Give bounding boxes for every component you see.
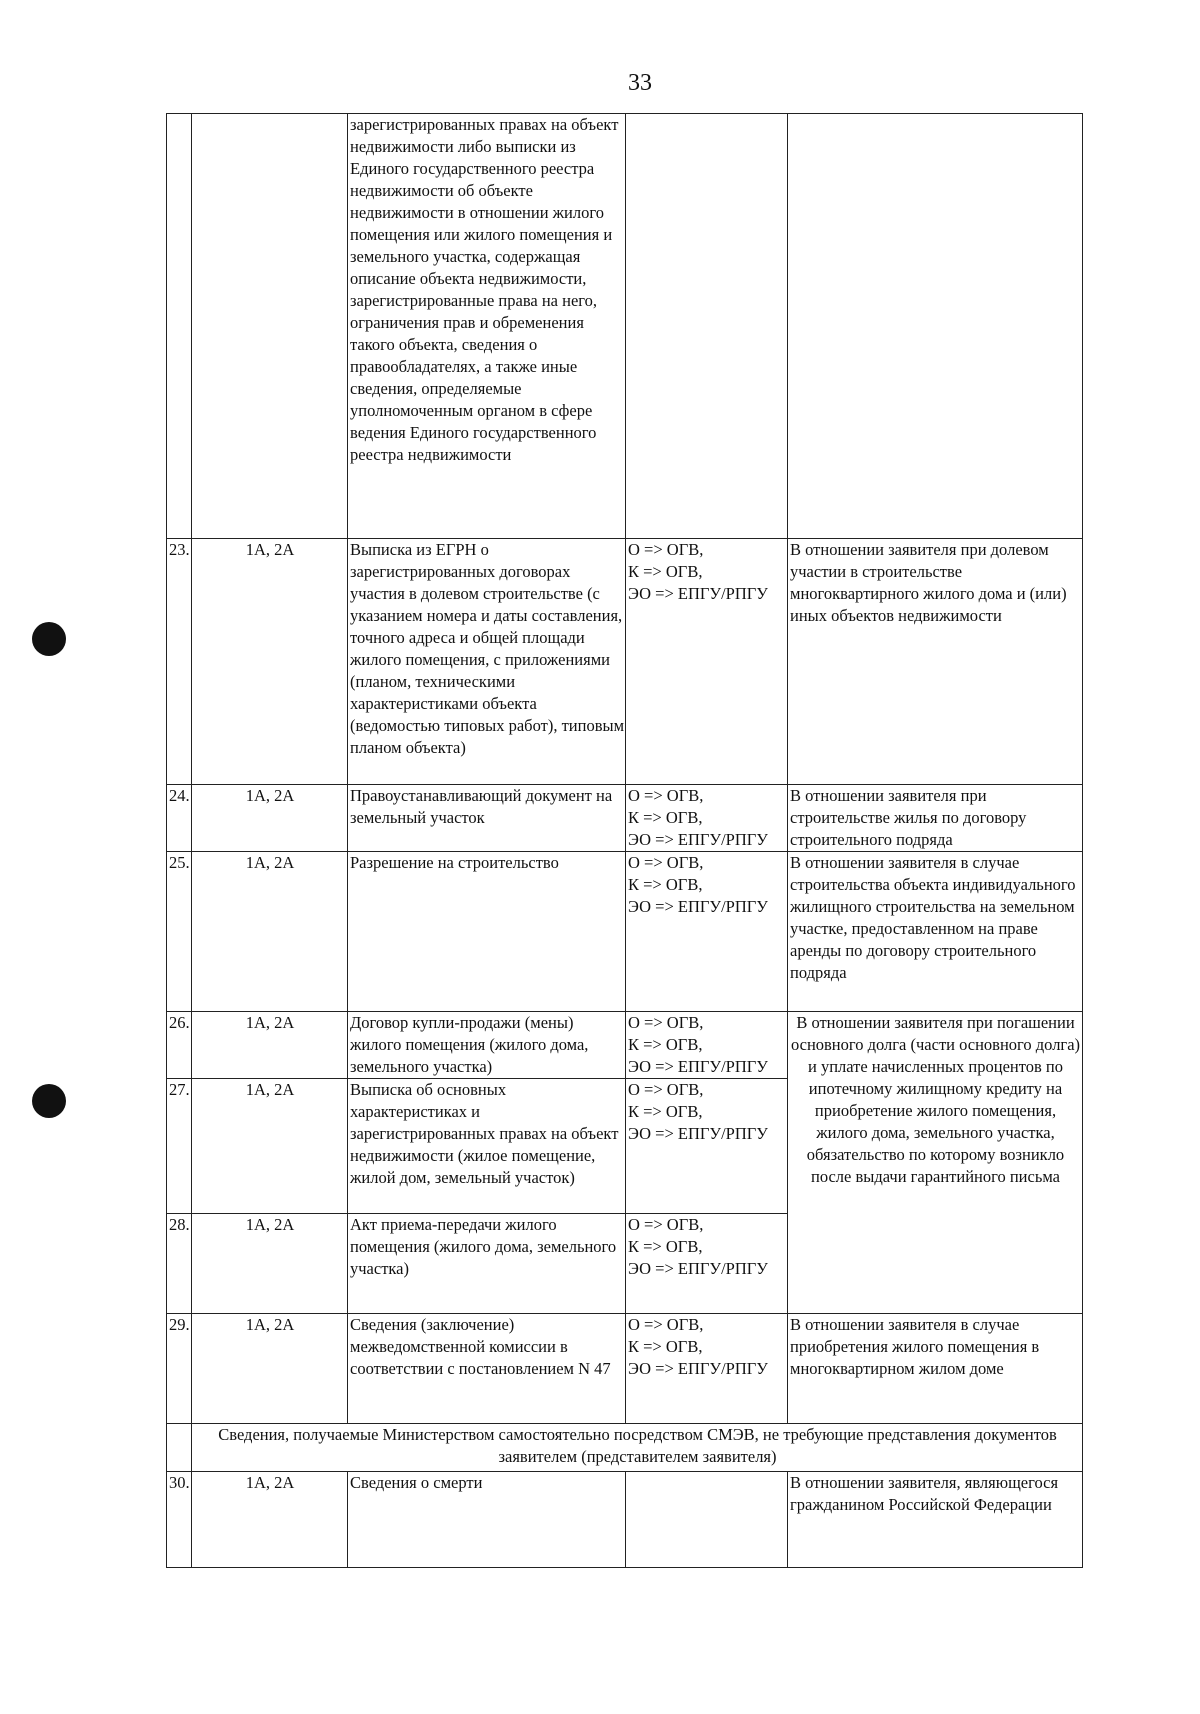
section-header-row — [167, 1424, 1083, 1472]
document-cell: Акт приема-передачи жилого помещения (жилого дома, земельного участка) — [348, 1214, 626, 1314]
source-line: К => ОГВ, — [628, 1237, 703, 1256]
source-line: ЭО => ЕПГУ/РПГУ — [628, 1259, 768, 1278]
table-row — [167, 1472, 1083, 1568]
condition-cell: В отношении заявителя в случае приобретения жилого помещения в многоквартирном жилом доме — [788, 1314, 1083, 1424]
source-cell — [626, 1079, 788, 1214]
source-cell — [626, 1012, 788, 1079]
source-line: О => ОГВ, — [628, 786, 704, 805]
category-cell: 1А, 2А — [192, 1472, 348, 1568]
table-row — [167, 785, 1083, 852]
category-cell: 1А, 2А — [192, 852, 348, 1012]
table-row — [167, 1012, 1083, 1079]
table-row — [167, 539, 1083, 785]
source-line: К => ОГВ, — [628, 1035, 703, 1054]
category-cell: 1А, 2А — [192, 1012, 348, 1079]
category-cell: 1А, 2А — [192, 1314, 348, 1424]
condition-cell: В отношении заявителя в случае строительства объекта индивидуального жилищного строительства на земельном участке, предоставленном на праве аренды по договору строительного подряда — [788, 852, 1083, 1012]
document-cell: Выписка из ЕГРН о зарегистрированных договорах участия в долевом строительстве (с указанием номера и даты составления, точного адреса и общей площади жилого помещения, с приложениями (планом, техническими характеристиками объекта (ведомостью типовых работ), типовым планом объекта) — [348, 539, 626, 785]
condition-cell — [788, 114, 1083, 539]
row-number-cell — [167, 114, 192, 539]
source-cell — [626, 785, 788, 852]
source-line: ЭО => ЕПГУ/РПГУ — [628, 584, 768, 603]
category-cell: 1А, 2А — [192, 1079, 348, 1214]
condition-cell: В отношении заявителя, являющегося гражданином Российской Федерации — [788, 1472, 1083, 1568]
category-cell: 1А, 2А — [192, 539, 348, 785]
source-line: К => ОГВ, — [628, 808, 703, 827]
table-row — [167, 852, 1083, 1012]
source-line: О => ОГВ, — [628, 853, 704, 872]
row-number-cell: 25. — [167, 852, 192, 1012]
source-line: К => ОГВ, — [628, 1102, 703, 1121]
category-cell: 1А, 2А — [192, 785, 348, 852]
source-line: К => ОГВ, — [628, 875, 703, 894]
document-cell: Сведения (заключение) межведомственной комиссии в соответствии с постановлением N 47 — [348, 1314, 626, 1424]
document-cell: Сведения о смерти — [348, 1472, 626, 1568]
source-line: К => ОГВ, — [628, 1337, 703, 1356]
source-cell — [626, 539, 788, 785]
row-number-cell: 30. — [167, 1472, 192, 1568]
source-line: О => ОГВ, — [628, 1080, 704, 1099]
category-cell: 1А, 2А — [192, 1214, 348, 1314]
condition-cell: В отношении заявителя при долевом участии в строительстве многоквартирного жилого дома и (или) иных объектов недвижимости — [788, 539, 1083, 785]
row-number-cell: 23. — [167, 539, 192, 785]
source-cell — [626, 1472, 788, 1568]
document-cell: Правоустанавливающий документ на земельный участок — [348, 785, 626, 852]
row-number-cell: 29. — [167, 1314, 192, 1424]
source-line: О => ОГВ, — [628, 1215, 704, 1234]
source-cell — [626, 114, 788, 539]
category-cell — [192, 114, 348, 539]
punch-hole — [32, 622, 66, 656]
source-line: К => ОГВ, — [628, 562, 703, 581]
source-cell — [626, 1314, 788, 1424]
row-number-cell: 28. — [167, 1214, 192, 1314]
source-cell — [626, 852, 788, 1012]
source-line: О => ОГВ, — [628, 1013, 704, 1032]
source-line: О => ОГВ, — [628, 1315, 704, 1334]
document-cell: зарегистрированных правах на объект недвижимости либо выписки из Единого государственного реестра недвижимости об объекте недвижимости в отношении жилого помещения или жилого помещения и земельного участка, содержащая описание объекта недвижимости, зарегистрированные права на него, ограничения прав и обременения такого объекта, сведения о правообладателях, а также иные сведения, определяемые уполномоченным органом в сфере ведения Единого государственного реестра недвижимости — [348, 114, 626, 539]
row-number-cell: 24. — [167, 785, 192, 852]
row-number-cell: 27. — [167, 1079, 192, 1214]
source-cell — [626, 1214, 788, 1314]
source-line: ЭО => ЕПГУ/РПГУ — [628, 1124, 768, 1143]
source-line: ЭО => ЕПГУ/РПГУ — [628, 1057, 768, 1076]
document-cell: Договор купли-продажи (мены) жилого помещения (жилого дома, земельного участка) — [348, 1012, 626, 1079]
row-number-cell — [167, 1424, 192, 1472]
merged-condition-cell: В отношении заявителя при погашении основного долга (части основного долга) и уплате начисленных процентов по ипотечному жилищному кредиту на приобретение жилого помещения, жилого дома, земельного участка, обязательство по которому возникло после выдачи гарантийного письма — [788, 1012, 1083, 1314]
source-line: ЭО => ЕПГУ/РПГУ — [628, 1359, 768, 1378]
table-row — [167, 114, 1083, 539]
condition-cell: В отношении заявителя при строительстве жилья по договору строительного подряда — [788, 785, 1083, 852]
source-line: О => ОГВ, — [628, 540, 704, 559]
document-cell: Разрешение на строительство — [348, 852, 626, 1012]
document-cell: Выписка об основных характеристиках и зарегистрированных правах на объект недвижимости (жилое помещение, жилой дом, земельный участок) — [348, 1079, 626, 1214]
table-row — [167, 1314, 1083, 1424]
source-line: ЭО => ЕПГУ/РПГУ — [628, 897, 768, 916]
page-number: 33 — [628, 70, 652, 96]
section-header: Сведения, получаемые Министерством самостоятельно посредством СМЭВ, не требующие представления документов заявителем (представителем заявителя) — [192, 1424, 1083, 1472]
punch-hole — [32, 1084, 66, 1118]
row-number-cell: 26. — [167, 1012, 192, 1079]
documents-table — [166, 113, 1083, 1568]
source-line: ЭО => ЕПГУ/РПГУ — [628, 830, 768, 849]
